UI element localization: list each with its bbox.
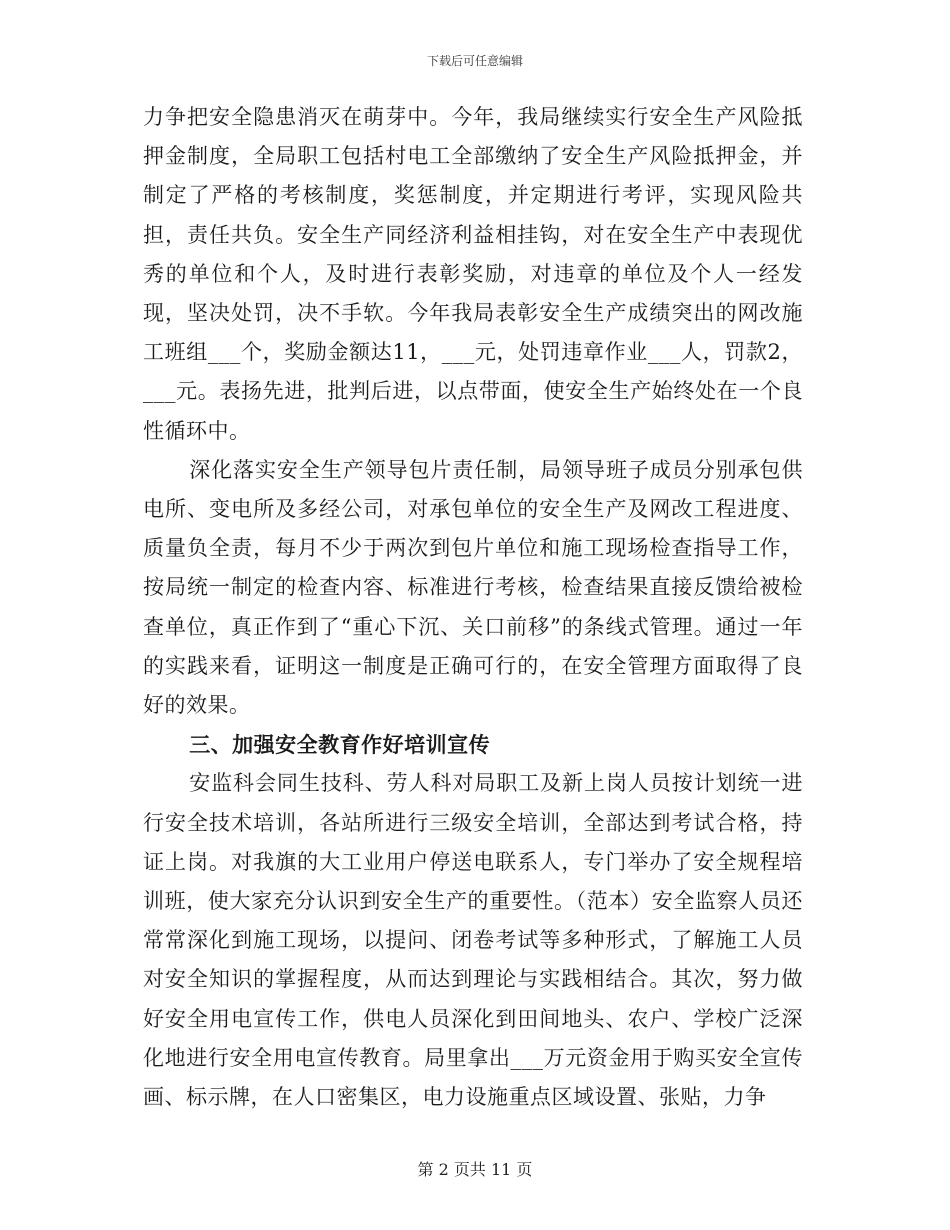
section-heading: 三、加强安全教育作好培训宣传	[189, 732, 491, 758]
paragraph-safety-training: 安监科会同生技科、劳人科对局职工及新上岗人员按计划统一进行安全技术培训，各站所进行三级安全培训，全部达到考试合格，持证上岗。对我旗的大工业用户停送电联系人，专门举办了安全规程培训班，使大家充分认识到安全生产的重要性。（范本）安全监察人员还常常深化到施工现场，以提问、闭卷考试等多种形式，了解施工人员对安全知识的掌握程度，从而达到理论与实践相结合。其次，努力做好安全用电宣传工作，供电人员深化到田间地头、农户、学校广泛深化地进行安全用电宣传教育。局里拿出___万元资金用于购买安全宣传画、标示牌，在人口密集区，电力设施重点区域设置、张贴，力争	[143, 771, 803, 1110]
paragraph-continuation: 力争把安全隐患消灭在萌芽中。今年，我局继续实行安全生产风险抵押金制度，全局职工包括村电工全部缴纳了安全生产风险抵押金，并制定了严格的考核制度，奖惩制度，并定期进行考评，实现风险共担，责任共负。安全生产同经济利益相挂钩，对在安全生产中表现优秀的单位和个人，及时进行表彰奖励，对违章的单位及个人一经发现，坚决处罚，决不手软。今年我局表彰安全生产成绩突出的网改施工班组___个，奖励金额达11，___元，处罚违章作业___人，罚款2，___元。表扬先进，批判后进，以点带面，使安全生产始终处在一个良性循环中。	[143, 105, 803, 443]
paragraph-leadership-responsibility: 深化落实安全生产领导包片责任制，局领导班子成员分别承包供电所、变电所及多经公司，对承包单位的安全生产及网改工程进度、质量负全责，每月不少于两次到包片单位和施工现场检查指导工作，按局统一制定的检查内容、标准进行考核，检查结果直接反馈给被检查单位，真正作到了“重心下沉、关口前移”的条线式管理。通过一年的实践来看，证明这一制度是正确可行的，在安全管理方面取得了良好的效果。	[143, 457, 803, 718]
page-header: 下载后可任意编辑	[426, 54, 523, 68]
page-footer: 第 2 页共 11 页	[417, 1160, 533, 1179]
document-body	[143, 98, 803, 1117]
